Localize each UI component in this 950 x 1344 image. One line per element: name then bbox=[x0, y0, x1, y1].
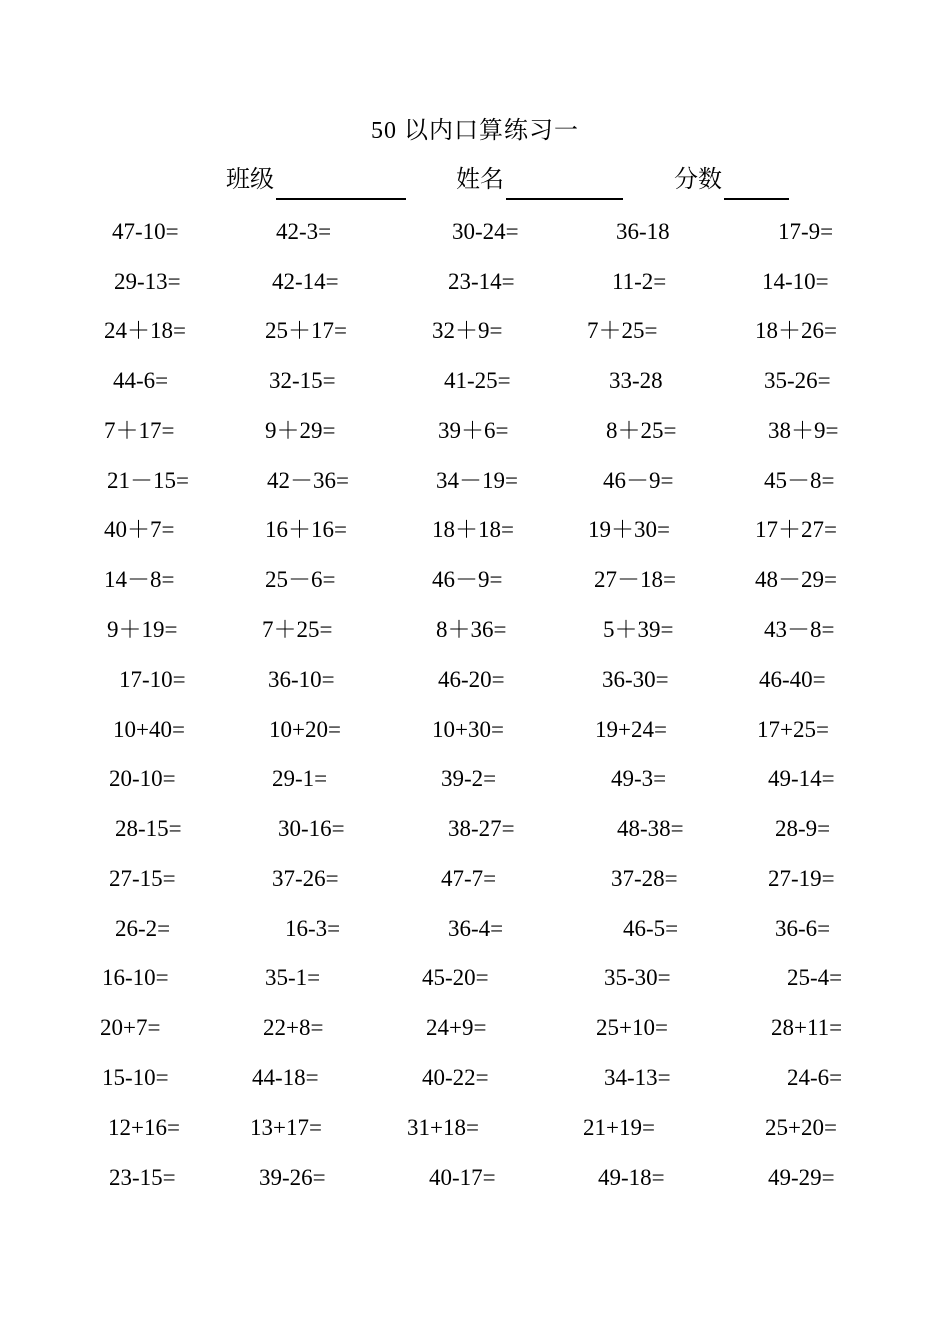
problem-row bbox=[0, 813, 950, 853]
problem-row bbox=[0, 763, 950, 803]
problem: 39-2= bbox=[441, 766, 497, 791]
problem-row bbox=[0, 962, 950, 1002]
problem: 39＋6= bbox=[438, 418, 509, 443]
problem: 42-3= bbox=[276, 219, 332, 244]
problem: 16-3= bbox=[285, 916, 341, 941]
problem: 34-13= bbox=[604, 1065, 671, 1090]
problem: 23-15= bbox=[109, 1165, 176, 1190]
problem: 11-2= bbox=[612, 269, 667, 294]
problem: 34－19= bbox=[436, 468, 518, 493]
problem: 17-10= bbox=[119, 667, 186, 692]
problem-row bbox=[0, 365, 950, 405]
name-label: 姓名 bbox=[456, 167, 504, 193]
problem-row bbox=[0, 216, 950, 256]
problem: 45-20= bbox=[422, 965, 489, 990]
problem: 31+18= bbox=[407, 1115, 479, 1140]
problem: 29-1= bbox=[272, 766, 328, 791]
problem: 48－29= bbox=[755, 567, 837, 592]
problem: 5＋39= bbox=[603, 617, 674, 642]
problem: 36-6= bbox=[775, 916, 831, 941]
problem: 7＋25= bbox=[587, 318, 658, 343]
problem-row bbox=[0, 1162, 950, 1202]
problem: 12+16= bbox=[108, 1115, 180, 1140]
problem: 18＋18= bbox=[432, 517, 514, 542]
problem: 24-6= bbox=[787, 1065, 843, 1090]
problem: 22+8= bbox=[263, 1015, 324, 1040]
problem: 42-14= bbox=[272, 269, 339, 294]
problem: 21－15= bbox=[107, 468, 189, 493]
problem-row bbox=[0, 266, 950, 306]
problem: 49-18= bbox=[598, 1165, 665, 1190]
problem: 27-15= bbox=[109, 866, 176, 891]
problem: 35-26= bbox=[764, 368, 831, 393]
problem: 27－18= bbox=[594, 567, 676, 592]
problem: 25-4= bbox=[787, 965, 843, 990]
problem: 36-30= bbox=[602, 667, 669, 692]
problem: 46-40= bbox=[759, 667, 826, 692]
problem: 48-38= bbox=[617, 816, 684, 841]
problem: 10+20= bbox=[269, 717, 341, 742]
problem-row bbox=[0, 714, 950, 754]
problem: 44-6= bbox=[113, 368, 169, 393]
problem: 30-24= bbox=[452, 219, 519, 244]
problem: 35-1= bbox=[265, 965, 321, 990]
problem: 45－8= bbox=[764, 468, 835, 493]
problem: 41-25= bbox=[444, 368, 511, 393]
problem: 8＋25= bbox=[606, 418, 677, 443]
problem: 33-28 bbox=[609, 368, 663, 393]
problem: 49-3= bbox=[611, 766, 667, 791]
problem: 23-14= bbox=[448, 269, 515, 294]
problem: 24+9= bbox=[426, 1015, 487, 1040]
problem-row bbox=[0, 614, 950, 654]
class-label: 班级 bbox=[226, 167, 274, 193]
problem: 46-5= bbox=[623, 916, 679, 941]
problem: 32-15= bbox=[269, 368, 336, 393]
problem: 42－36= bbox=[267, 468, 349, 493]
problem: 46－9= bbox=[603, 468, 674, 493]
problem: 26-2= bbox=[115, 916, 171, 941]
problem: 10+30= bbox=[432, 717, 504, 742]
problem: 25－6= bbox=[265, 567, 336, 592]
page-title: 50 以内口算练习一 bbox=[371, 118, 579, 144]
problem: 38＋9= bbox=[768, 418, 839, 443]
problem-row bbox=[0, 415, 950, 455]
problem: 24＋18= bbox=[104, 318, 186, 343]
problem: 25＋17= bbox=[265, 318, 347, 343]
problem: 17-9= bbox=[778, 219, 834, 244]
problem: 29-13= bbox=[114, 269, 181, 294]
problem-row bbox=[0, 514, 950, 554]
problem: 15-10= bbox=[102, 1065, 169, 1090]
problem: 36-10= bbox=[268, 667, 335, 692]
problem-row bbox=[0, 1112, 950, 1152]
problem: 47-7= bbox=[441, 866, 497, 891]
problem: 13+17= bbox=[250, 1115, 322, 1140]
problem: 28+11= bbox=[771, 1015, 843, 1040]
problem: 28-9= bbox=[775, 816, 831, 841]
problem: 28-15= bbox=[115, 816, 182, 841]
problem-row bbox=[0, 564, 950, 604]
problem: 7＋17= bbox=[104, 418, 175, 443]
problem: 32＋9= bbox=[432, 318, 503, 343]
problem: 20+7= bbox=[100, 1015, 161, 1040]
problem: 10+40= bbox=[113, 717, 185, 742]
problem: 7＋25= bbox=[262, 617, 333, 642]
problem-row bbox=[0, 465, 950, 505]
problem: 44-18= bbox=[252, 1065, 319, 1090]
problem: 27-19= bbox=[768, 866, 835, 891]
problem: 37-28= bbox=[611, 866, 678, 891]
problem: 16-10= bbox=[102, 965, 169, 990]
problem-row bbox=[0, 664, 950, 704]
problem: 25+10= bbox=[596, 1015, 668, 1040]
problem: 14－8= bbox=[104, 567, 175, 592]
problem: 19+24= bbox=[595, 717, 667, 742]
problem: 40＋7= bbox=[104, 517, 175, 542]
problem: 49-14= bbox=[768, 766, 835, 791]
problem: 49-29= bbox=[768, 1165, 835, 1190]
problem: 20-10= bbox=[109, 766, 176, 791]
problem: 46－9= bbox=[432, 567, 503, 592]
problem: 36-18 bbox=[616, 219, 670, 244]
problem: 37-26= bbox=[272, 866, 339, 891]
problem: 16＋16= bbox=[265, 517, 347, 542]
problem: 8＋36= bbox=[436, 617, 507, 642]
problem-row bbox=[0, 1062, 950, 1102]
problem-row bbox=[0, 315, 950, 355]
problem: 18＋26= bbox=[755, 318, 837, 343]
problem: 35-30= bbox=[604, 965, 671, 990]
problem: 14-10= bbox=[762, 269, 829, 294]
problem: 30-16= bbox=[278, 816, 345, 841]
problem: 9＋29= bbox=[265, 418, 336, 443]
problem: 36-4= bbox=[448, 916, 504, 941]
problem: 25+20= bbox=[765, 1115, 837, 1140]
problem: 47-10= bbox=[112, 219, 179, 244]
problem: 46-20= bbox=[438, 667, 505, 692]
problem: 17+25= bbox=[757, 717, 829, 742]
problem: 40-22= bbox=[422, 1065, 489, 1090]
problem: 19＋30= bbox=[588, 517, 670, 542]
problem: 39-26= bbox=[259, 1165, 326, 1190]
score-label: 分数 bbox=[674, 167, 722, 193]
problem: 9＋19= bbox=[107, 617, 178, 642]
problem: 40-17= bbox=[429, 1165, 496, 1190]
problem: 17＋27= bbox=[755, 517, 837, 542]
problem-row bbox=[0, 1012, 950, 1052]
problem: 21+19= bbox=[583, 1115, 655, 1140]
problem: 43－8= bbox=[764, 617, 835, 642]
problem-row bbox=[0, 913, 950, 953]
problem: 38-27= bbox=[448, 816, 515, 841]
problem-row bbox=[0, 863, 950, 903]
